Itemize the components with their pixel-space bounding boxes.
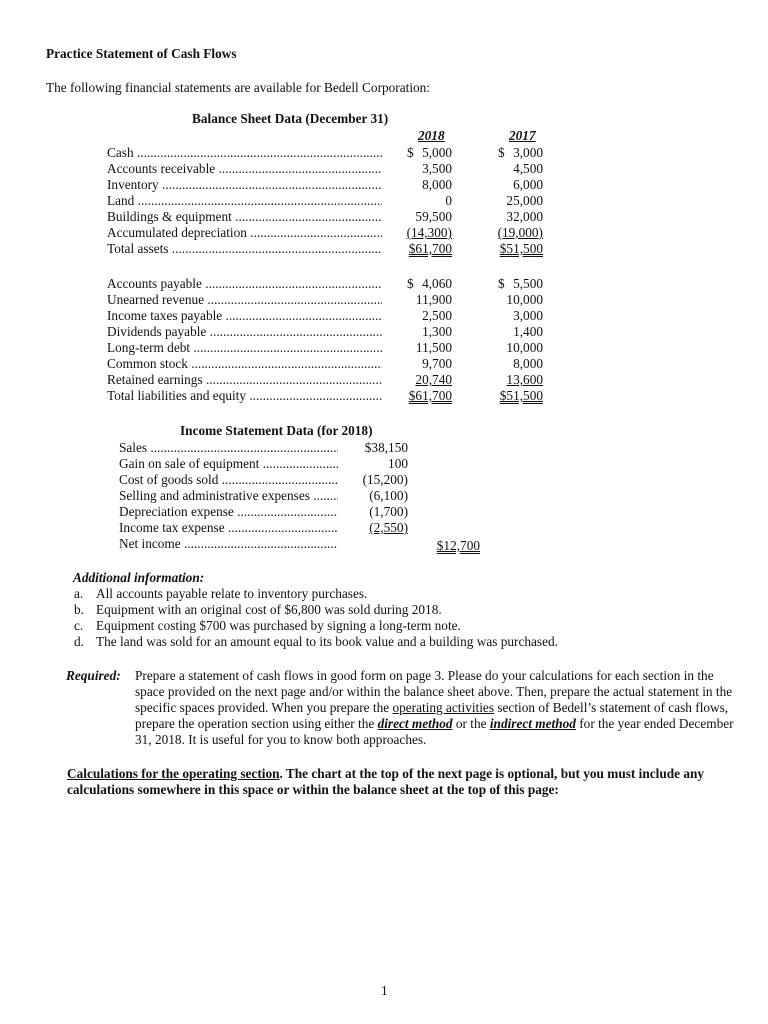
net-income-total: $12,700 bbox=[436, 538, 480, 553]
additional-item-text: Equipment with an original cost of $6,800 was sold during 2018. bbox=[96, 602, 442, 617]
additional-item-letter: d. bbox=[74, 634, 84, 649]
bs-value-2018: 3,500 bbox=[422, 161, 452, 176]
balance-sheet-heading: Balance Sheet Data (December 31) bbox=[192, 111, 389, 126]
col-2017-header: 2017 bbox=[509, 128, 536, 143]
bs-value-2018: 0 bbox=[445, 193, 452, 208]
bs-value-2017: 25,000 bbox=[506, 193, 543, 208]
required-text-4: for the year ended December 31, 2018. It is useful for you to know both approaches. bbox=[135, 716, 734, 747]
is-row-label: Sales ..... bbox=[119, 439, 338, 456]
additional-item-text: All accounts payable relate to inventory purchases. bbox=[96, 586, 368, 601]
page-number: 1 bbox=[381, 983, 388, 998]
currency-2018: $ bbox=[407, 276, 414, 291]
bs-value-2018: $61,700 bbox=[408, 241, 452, 256]
required-label: Required: bbox=[66, 668, 121, 683]
calc-rest: . The chart at the top of the next page is optional, but you must include any calculations somewhere in this space or within the balance sheet at the top of this page: bbox=[67, 766, 705, 797]
bs-value-2018: 8,000 bbox=[422, 177, 452, 192]
required-paragraph bbox=[135, 668, 735, 748]
is-row-label: Cost of goods sold ..... bbox=[119, 471, 338, 488]
bs-value-2018: $61,700 bbox=[408, 388, 452, 403]
bs-row-label: Retained earnings ..... bbox=[107, 371, 382, 388]
page-title: Practice Statement of Cash Flows bbox=[46, 46, 237, 61]
bs-value-2017: 3,000 bbox=[513, 308, 543, 323]
is-row-value: (2,550) bbox=[369, 520, 408, 535]
bs-row-label: Common stock ..... bbox=[107, 355, 382, 372]
bs-value-2018: 11,900 bbox=[415, 292, 452, 307]
is-row-value: (6,100) bbox=[369, 488, 408, 503]
bs-value-2017: 1,400 bbox=[513, 324, 543, 339]
is-row-label: Net income ..... bbox=[119, 535, 338, 552]
bs-value-2018: 5,000 bbox=[422, 145, 452, 160]
bs-value-2018: 59,500 bbox=[415, 209, 452, 224]
required-text-2: section of Bedell’s statement of cash flows, prepare the operation section using either the bbox=[135, 700, 729, 731]
bs-row-label: Unearned revenue ..... bbox=[107, 291, 382, 308]
bs-value-2017: 6,000 bbox=[513, 177, 543, 192]
additional-item-text: The land was sold for an amount equal to its book value and a building was purchased. bbox=[96, 634, 558, 649]
is-row-value: 100 bbox=[388, 456, 408, 471]
required-text-1: Prepare a statement of cash flows in good form on page 3. Please do your calculations for each section in the space provided on the next page and/or within the balance sheet above. Then, prepare the actual statement in the specific spaces provided. When you prepare the bbox=[135, 668, 733, 715]
col-2018-header: 2018 bbox=[418, 128, 445, 143]
bs-value-2017: 32,000 bbox=[506, 209, 543, 224]
is-row-label: Selling and administrative expenses ..... bbox=[119, 487, 338, 504]
bs-value-2017: $51,500 bbox=[499, 388, 543, 403]
additional-item-text: Equipment costing $700 was purchased by signing a long-term note. bbox=[96, 618, 461, 633]
additional-item-letter: b. bbox=[74, 602, 84, 617]
bs-row-label: Total assets ..... bbox=[107, 240, 382, 257]
bs-value-2018: (14,300) bbox=[406, 225, 452, 240]
bs-row-label: Long-term debt ..... bbox=[107, 339, 382, 356]
is-row-label: Income tax expense ..... bbox=[119, 519, 338, 536]
bs-value-2017: 10,000 bbox=[506, 340, 543, 355]
required-text-3: or the bbox=[452, 716, 490, 731]
bs-value-2017: 4,500 bbox=[513, 161, 543, 176]
bs-value-2017: 8,000 bbox=[513, 356, 543, 371]
currency-2017: $ bbox=[498, 276, 505, 291]
bs-value-2017: $51,500 bbox=[499, 241, 543, 256]
currency-2017: $ bbox=[498, 145, 505, 160]
bs-value-2018: 1,300 bbox=[422, 324, 452, 339]
bs-value-2018: 4,060 bbox=[422, 276, 452, 291]
bs-row-label: Land ..... bbox=[107, 192, 382, 209]
bs-value-2018: 11,500 bbox=[415, 340, 452, 355]
bs-value-2018: 2,500 bbox=[422, 308, 452, 323]
bs-row-label: Total liabilities and equity ..... bbox=[107, 387, 382, 404]
bs-row-label: Income taxes payable ..... bbox=[107, 307, 382, 324]
additional-info-heading: Additional information: bbox=[73, 570, 205, 585]
calc-underlined: Calculations for the operating section bbox=[67, 766, 280, 781]
bs-value-2017: (19,000) bbox=[497, 225, 543, 240]
bs-value-2018: 20,740 bbox=[415, 372, 452, 387]
is-row-label: Gain on sale of equipment ..... bbox=[119, 455, 338, 472]
additional-item-letter: a. bbox=[74, 586, 84, 601]
bs-value-2018: 9,700 bbox=[422, 356, 452, 371]
bs-row-label: Accumulated depreciation ..... bbox=[107, 224, 382, 241]
direct-method-text: direct method bbox=[377, 716, 453, 731]
bs-row-label: Dividends payable ..... bbox=[107, 323, 382, 340]
operating-activities-text: operating activities bbox=[392, 700, 495, 715]
bs-row-label: Accounts receivable ..... bbox=[107, 160, 382, 177]
bs-value-2017: 3,000 bbox=[513, 145, 543, 160]
indirect-method-text: indirect method bbox=[489, 716, 576, 731]
intro-text: The following financial statements are available for Bedell Corporation: bbox=[46, 80, 430, 95]
calc-instructions bbox=[67, 766, 727, 798]
income-statement-heading: Income Statement Data (for 2018) bbox=[180, 423, 373, 438]
bs-row-label: Inventory ..... bbox=[107, 176, 382, 193]
bs-row-label: Buildings & equipment ..... bbox=[107, 208, 382, 225]
bs-value-2017: 13,600 bbox=[506, 372, 543, 387]
additional-item-letter: c. bbox=[74, 618, 84, 633]
bs-row-label: Cash ..... bbox=[107, 144, 382, 161]
bs-row-label: Accounts payable ..... bbox=[107, 275, 382, 292]
is-row-value: (1,700) bbox=[369, 504, 408, 519]
bs-value-2017: 10,000 bbox=[506, 292, 543, 307]
is-row-value: (15,200) bbox=[362, 472, 408, 487]
is-row-label: Depreciation expense ..... bbox=[119, 503, 338, 520]
bs-value-2017: 5,500 bbox=[513, 276, 543, 291]
is-row-value: $38,150 bbox=[364, 440, 408, 455]
currency-2018: $ bbox=[407, 145, 414, 160]
